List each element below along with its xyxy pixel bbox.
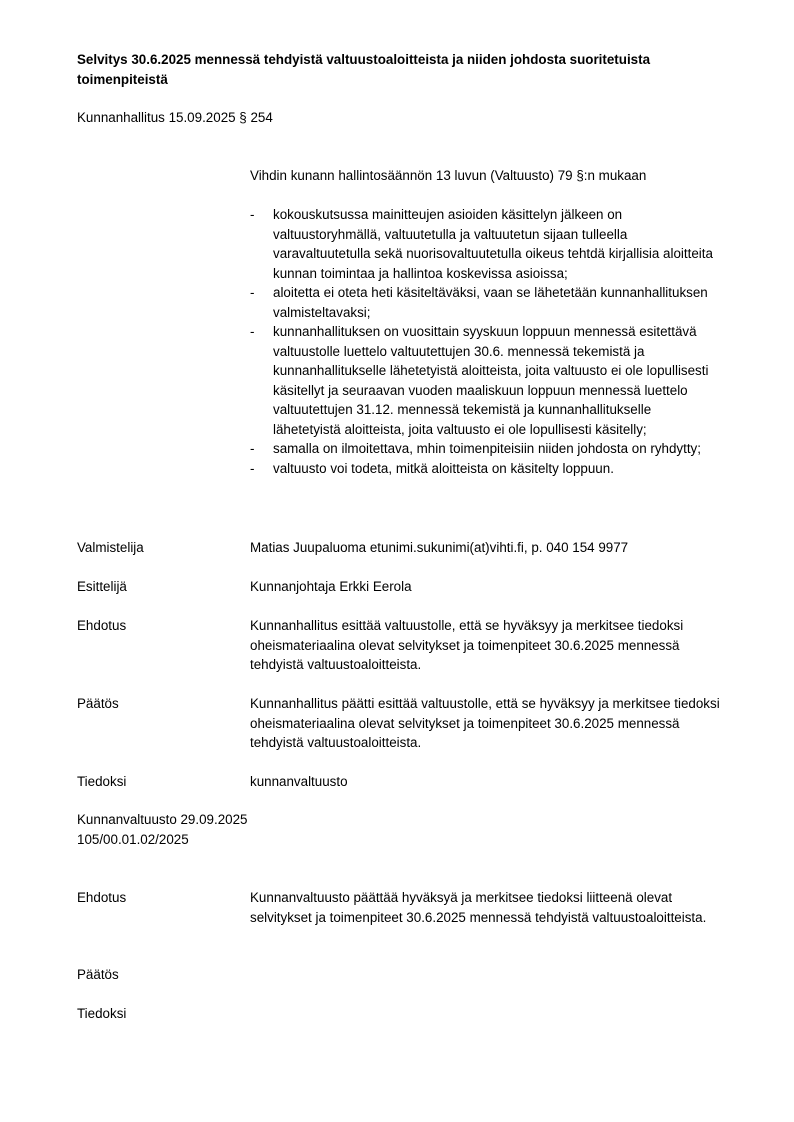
list-item-text: valtuusto voi todeta, mitkä aloitteista on käsitelty loppuun. (273, 460, 614, 476)
preparer-label: Valmistelija (77, 540, 144, 555)
presenter-label: Esittelijä (77, 579, 127, 594)
council-proposal-value: Kunnanvaltuusto päättää hyväksyä ja merkitsee tiedoksi liitteenä olevat selvitykset ja toimenpiteet 30.6.2025 mennessä tehdyistä valtuustoaloitteista. (250, 890, 707, 925)
rules-list (250, 205, 720, 478)
info-label: Tiedoksi (77, 774, 127, 789)
intro-text: Vihdin kunann hallintosäännön 13 luvun (Valtuusto) 79 §:n mukaan (250, 168, 647, 183)
list-item (250, 459, 720, 479)
council-meeting-block (77, 810, 248, 849)
bullet-marker: - (250, 324, 255, 339)
list-item-text: kokouskutsussa mainitteujen asioiden käsittelyn jälkeen on valtuustoryhmällä, valtuutetulla ja valtuutetun sijaan tulleella varavaltuutetulla sekä nuorisovaltuutetulla oikeus tehtdä kirjallisia aloitteita kunnan toimintaa ja hallintoa koskevissa asioissa; (273, 207, 713, 281)
list-item-text: aloitetta ei oteta heti käsiteltäväksi, vaan se lähetetään kunnanhallituksen valmisteltavaksi; (273, 285, 708, 320)
bullet-marker: - (250, 441, 255, 456)
council-reference: 105/00.01.02/2025 (77, 831, 189, 847)
council-info-label: Tiedoksi (77, 1006, 127, 1021)
bullet-marker: - (250, 207, 255, 222)
list-item (250, 439, 720, 459)
list-item (250, 322, 720, 439)
bullet-marker: - (250, 285, 255, 300)
board-meeting-heading: Kunnanhallitus 15.09.2025 § 254 (77, 110, 273, 125)
info-value: kunnanvaltuusto (250, 774, 348, 789)
council-decision-label: Päätös (77, 967, 119, 982)
bullet-marker: - (250, 460, 255, 476)
council-meeting-heading: Kunnanvaltuusto 29.09.2025 (77, 812, 248, 827)
preparer-value: Matias Juupaluoma etunimi.sukunimi(at)vihti.fi, p. 040 154 9977 (250, 540, 629, 555)
list-item-text: kunnanhallituksen on vuosittain syyskuun loppuun mennessä esitettävä valtuustolle luettelo valtuutettujen 30.6. mennessä tekemistä ja kunnanhallitukselle lähetetyistä aloitteista, joita valtuusto ei ole lopullisesti käsitellyt ja seuraavan vuoden maaliskuun loppuun mennessä luettelo valtuutettujen 31.12. mennessä tekemistä ja kunnanhallitukselle lähetetyistä aloitteista, joita valtuusto ei ole lopullisesti käsitelly; (273, 324, 709, 437)
document-title: Selvitys 30.6.2025 mennessä tehdyistä valtuustoaloitteista ja niiden johdosta suoritetuista toimenpiteistä (77, 52, 651, 87)
decision-label: Päätös (77, 696, 119, 711)
list-item (250, 205, 720, 283)
proposal-label: Ehdotus (77, 618, 127, 633)
council-proposal-label: Ehdotus (77, 890, 127, 905)
list-item (250, 283, 720, 322)
decision-value: Kunnanhallitus päätti esittää valtuustolle, että se hyväksyy ja merkitsee tiedoksi oheismateriaalina olevat selvitykset ja toimenpiteet 30.6.2025 mennessä tehdyistä valtuustoaloitteista. (250, 696, 720, 750)
list-item-text: samalla on ilmoitettava, mhin toimenpiteisiin niiden johdosta on ryhdytty; (273, 441, 701, 456)
proposal-value: Kunnanhallitus esittää valtuustolle, että se hyväksyy ja merkitsee tiedoksi oheismateriaalina olevat selvitykset ja toimenpiteet 30.6.2025 mennessä tehdyistä valtuustoaloitteista. (250, 618, 684, 672)
presenter-value: Kunnanjohtaja Erkki Eerola (250, 579, 412, 594)
